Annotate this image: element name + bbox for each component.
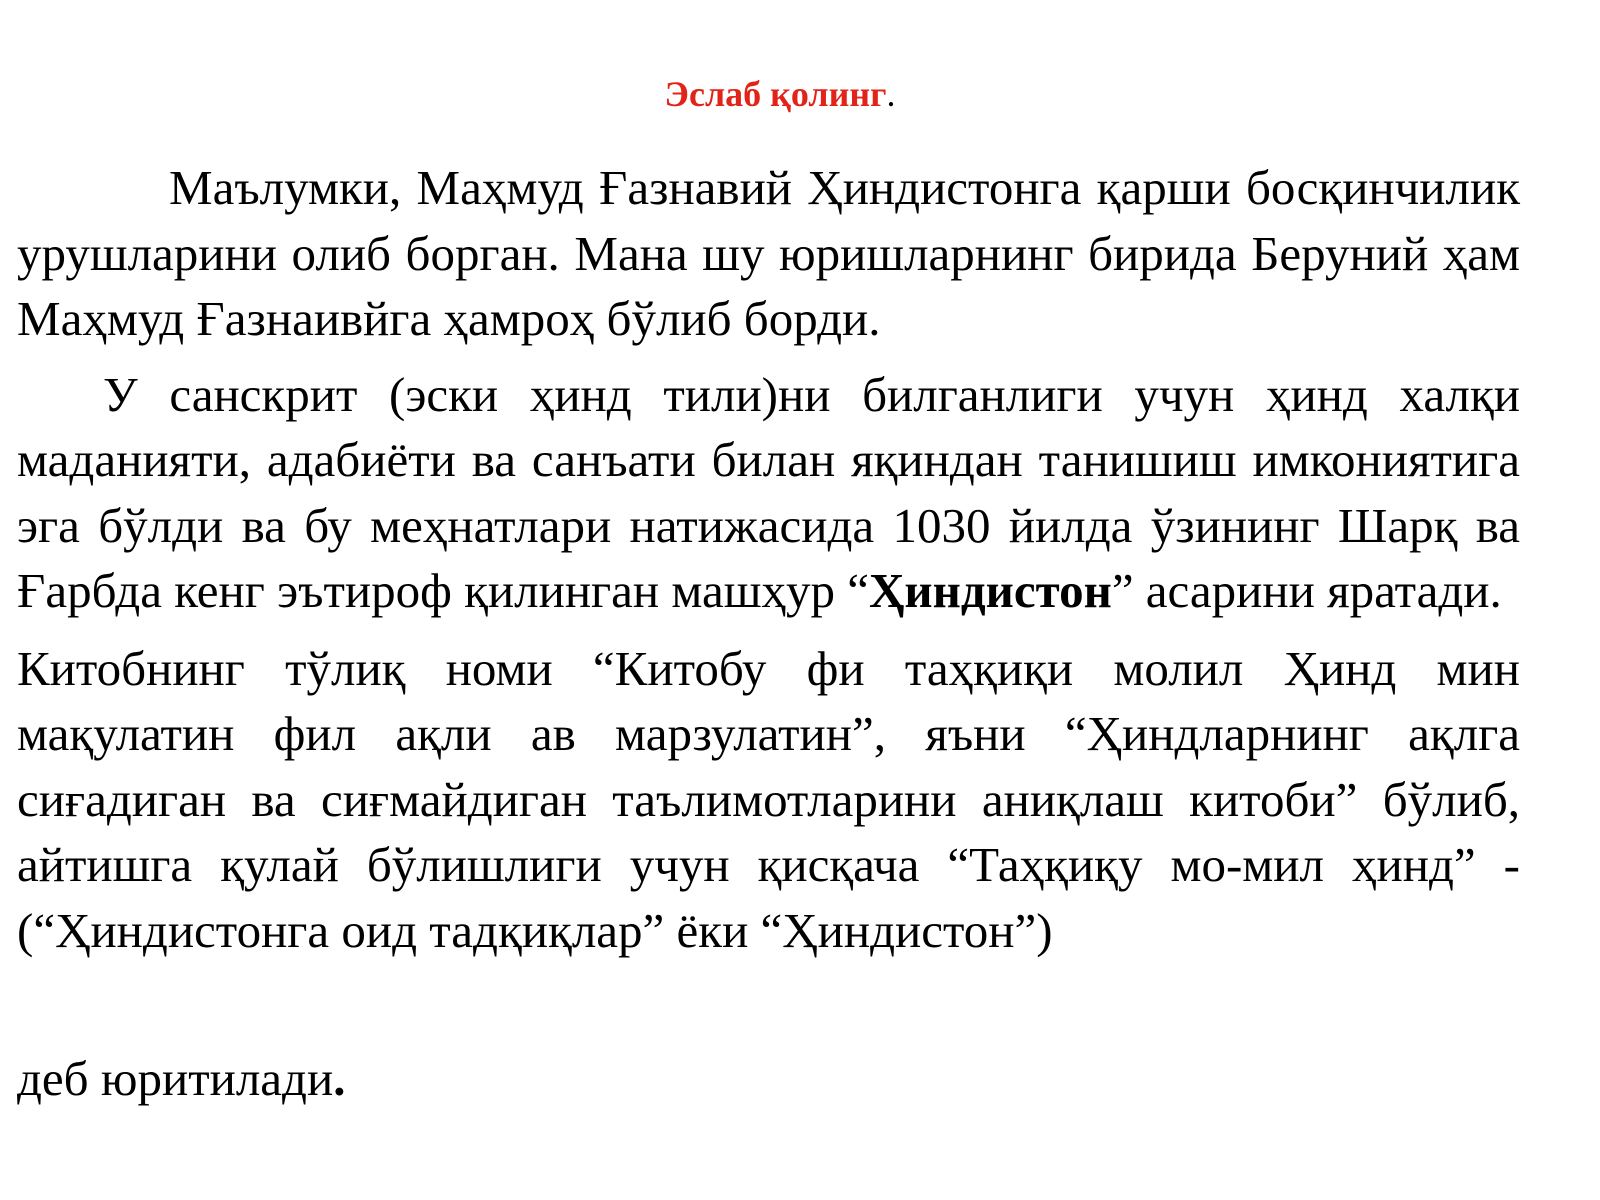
book-title-bold: Ҳиндистон [869, 563, 1112, 618]
last-line-period: . [333, 1051, 346, 1106]
paragraph-1: Маълумки, Маҳмуд Ғазнавий Ҳиндистонга қарши босқинчилик урушларини олиб борган. Мана шу юришларнинг бирида Беруний ҳам Маҳмуд Ғазнаивйга ҳамроҳ бўлиб борди. [17, 160, 1520, 346]
last-line-text: деб юритилади [17, 1051, 334, 1106]
paragraph-2 [17, 362, 1520, 624]
paragraph-2-text: У санскрит (эски ҳинд тили)ни билганлиги учун ҳинд халқи маданияти, адабиёти ва санъати билан яқиндан танишиш имкониятига эга бўлди ва бу меҳнатлари натижасида 1030 йилда ўзининг Шарқ ва Ғарбда кенг эътироф қилинган машҳур “ [17, 366, 1520, 618]
paragraph-3-last-line [17, 1046, 345, 1111]
page-title-text: Эслаб қолинг [664, 74, 887, 114]
body-text [17, 155, 1520, 963]
paragraph-3: Китобнинг тўлиқ номи “Китобу фи таҳқиқи молил Ҳинд мин мақулатин фил ақли ав марзулатин”, яъни “Ҳиндларнинг ақлга сиғадиган ва сиғмайдиган таълимотларини аниқлаш китоби” бўлиб, айтишга қулай бўлишлиги учун қисқача “Таҳқиқу мо-мил ҳинд” - (“Ҳиндистонга оид тадқиқлар” ёки “Ҳиндистон”) [17, 640, 1520, 958]
page-title [0, 70, 1560, 118]
paragraph-2-tail: ” асарини яратади. [1111, 563, 1502, 618]
page-title-period: . [886, 74, 896, 114]
